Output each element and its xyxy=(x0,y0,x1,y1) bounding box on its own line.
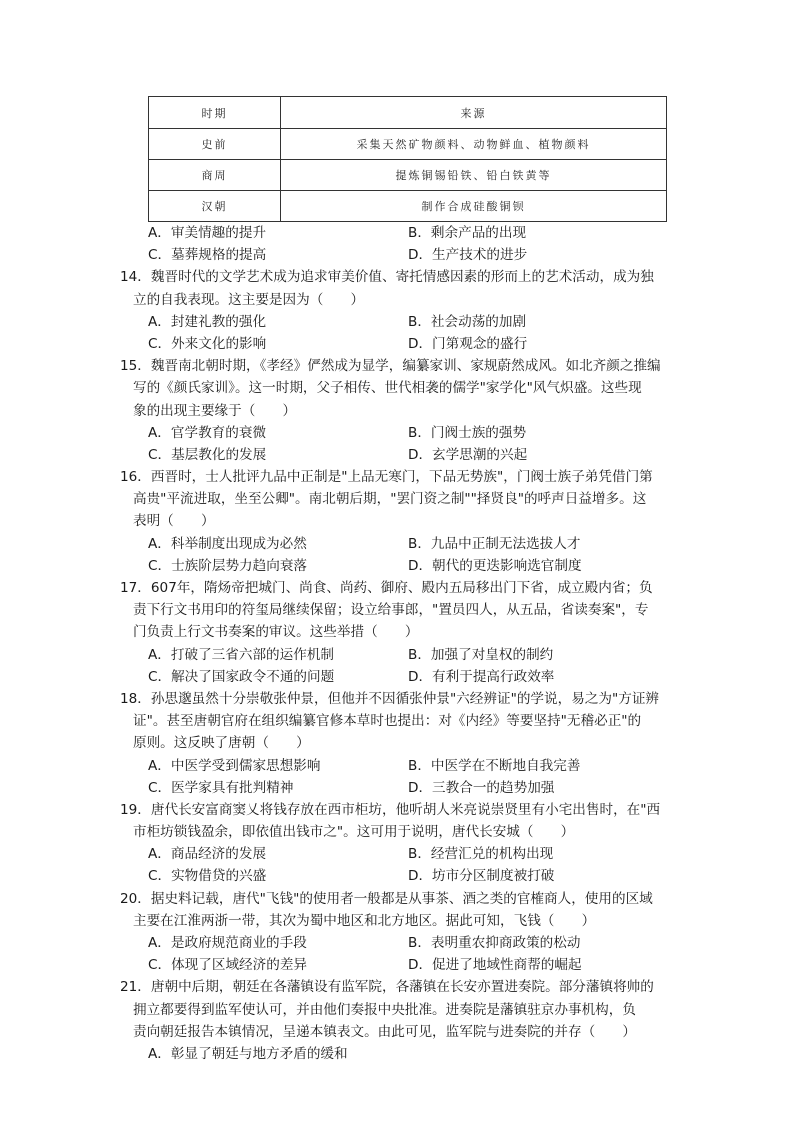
q19-stem-line: 19．唐代长安富商窦乂将钱存放在西市柜坊，他听胡人米亮说崇贤里有小宅出售时，在"西 xyxy=(120,801,661,818)
table-cell-period: 商周 xyxy=(149,160,281,191)
q13-options-row-1 xyxy=(120,222,680,244)
table-cell-source: 制作合成硅酸铜钡 xyxy=(281,191,667,222)
q13-option-d[interactable]: D．生产技术的进步 xyxy=(408,247,528,264)
table-row xyxy=(149,160,667,191)
q14-option-b[interactable]: B．社会动荡的加剧 xyxy=(408,313,527,330)
q14-option-d[interactable]: D．门第观念的盛行 xyxy=(408,335,528,352)
question-list xyxy=(120,222,680,1065)
q13-option-b[interactable]: B．剩余产品的出现 xyxy=(408,225,527,241)
q15-option-c[interactable]: C．基层教化的发展 xyxy=(148,446,267,463)
table-row xyxy=(149,191,667,222)
table-cell-source: 采集天然矿物颜料、动物鲜血、植物颜料 xyxy=(281,129,667,160)
q18-option-b[interactable]: B．中医学在不断地自我完善 xyxy=(408,757,581,774)
q17-option-c[interactable]: C．解决了国家政令不通的问题 xyxy=(148,668,335,685)
q15-option-d[interactable]: D．玄学思潮的兴起 xyxy=(408,446,528,463)
q21-stem-line: 拥立都要得到监军使认可，并由他们奏报中央批准。进奏院是藩镇驻京办事机构，负 xyxy=(133,1001,636,1018)
q17-stem-line: 责下行文书用印的符玺局继续保留；设立给事郎，"置员四人，从五品，省读奏案"，专 xyxy=(133,602,649,619)
q21-stem-line: 21．唐朝中后期，朝廷在各藩镇设有监军院，各藩镇在长安亦置进奏院。部分藩镇将帅的 xyxy=(120,979,654,996)
q17-stem-line: 门负责上行文书奏案的审议。这些举措（ ） xyxy=(133,624,419,641)
q15-option-b[interactable]: B．门阀士族的强势 xyxy=(408,424,527,441)
q15-option-a[interactable]: A．官学教育的衰微 xyxy=(148,424,267,441)
q18-stem-line: 证"。甚至唐朝官府在组织编纂官修本草时也提出：对《内经》等要坚持"无稽必正"的 xyxy=(133,713,642,730)
pigment-source-table xyxy=(148,96,667,222)
q18-options-row-1 xyxy=(120,755,680,777)
q19-option-d[interactable]: D．坊市分区制度被打破 xyxy=(408,868,555,885)
table-row xyxy=(149,129,667,160)
q19-options-row-1 xyxy=(120,843,680,865)
q19-option-c[interactable]: C．实物借贷的兴盛 xyxy=(148,868,267,885)
q16-stem-line: 高贵"平流进取，坐至公卿"。南北朝后期，"罢门资之制""择贤良"的呼声日益增多。这 xyxy=(133,491,647,508)
q13-option-c[interactable]: C．墓葬规格的提高 xyxy=(148,247,267,264)
q19-option-b[interactable]: B．经营汇兑的机构出现 xyxy=(408,846,554,863)
q17-option-a[interactable]: A．打破了三省六部的运作机制 xyxy=(148,646,335,663)
q16-option-b[interactable]: B．九品中正制无法选拔人才 xyxy=(408,535,581,552)
q14-options-row-2 xyxy=(120,333,680,355)
q18-stem-line: 18．孙思邈虽然十分崇敬张仲景，但他并不因循张仲景"六经辨证"的学说，易之为"方证辨 xyxy=(120,690,660,707)
q19-stem-line: 市柜坊锁钱盈余，即依值出钱市之"。这可用于说明，唐代长安城（ ） xyxy=(133,824,575,841)
q16-option-c[interactable]: C．士族阶层势力趋向衰落 xyxy=(148,557,308,574)
q16-stem-line: 16．西晋时，士人批评九品中正制是"上品无寒门，下品无势族"，门阀士族子弟凭借门第 xyxy=(120,469,653,486)
q19-option-a[interactable]: A．商品经济的发展 xyxy=(148,846,267,863)
q15-stem-line: 15．魏晋南北朝时期，《孝经》俨然成为显学，编纂家训、家规蔚然成风。如北齐颜之推编 xyxy=(120,358,661,375)
q13-option-a[interactable]: A．审美情趣的提升 xyxy=(148,225,267,241)
q18-option-a[interactable]: A．中医学受到儒家思想影响 xyxy=(148,757,321,774)
q15-options-row-1 xyxy=(120,422,680,444)
q18-option-d[interactable]: D．三教合一的趋势加强 xyxy=(408,779,555,796)
q16-options-row-1 xyxy=(120,533,680,555)
header-period: 时期 xyxy=(149,97,281,129)
q17-option-d[interactable]: D．有利于提高行政效率 xyxy=(408,668,555,685)
q17-option-b[interactable]: B．加强了对皇权的制约 xyxy=(408,646,554,663)
table-cell-period: 史前 xyxy=(149,129,281,160)
q18-option-c[interactable]: C．医学家具有批判精神 xyxy=(148,779,294,796)
q20-option-d[interactable]: D．促进了地域性商帮的崛起 xyxy=(408,957,582,974)
q20-option-c[interactable]: C．体现了区域经济的差异 xyxy=(148,957,308,974)
q14-option-a[interactable]: A．封建礼教的强化 xyxy=(148,313,267,330)
q15-options-row-2 xyxy=(120,444,680,466)
q21-stem-line: 责向朝廷报告本镇情况，呈递本镇表文。由此可见，监军院与进奏院的并存（ ） xyxy=(133,1023,636,1040)
q16-option-d[interactable]: D．朝代的更迭影响选官制度 xyxy=(408,557,582,574)
q14-stem-line: 立的自我表现。这主要是因为（ ） xyxy=(133,291,365,308)
q18-options-row-2 xyxy=(120,777,680,799)
q20-options-row-1 xyxy=(120,932,680,954)
q20-option-b[interactable]: B．表明重农抑商政策的松动 xyxy=(408,935,581,951)
q19-options-row-2 xyxy=(120,865,680,887)
q14-options-row-1 xyxy=(120,311,680,333)
q20-stem-line: 20．据史料记载，唐代"飞钱"的使用者一般都是从事茶、酒之类的官榷商人，使用的区域 xyxy=(120,890,653,907)
q20-stem-line: 主要在江淮两浙一带，其次为蜀中地区和北方地区。据此可知，飞钱（ ） xyxy=(133,912,596,929)
q21-options-row-1 xyxy=(120,1043,680,1065)
q17-stem-line: 17．607年，隋炀帝把城门、尚食、尚药、御府、殿内五局移出门下省，成立殿内省；负 xyxy=(120,580,653,596)
q16-option-a[interactable]: A．科举制度出现成为必然 xyxy=(148,535,307,552)
q15-stem-line: 写的《颜氏家训》。这一时期，父子相传、世代相袭的儒学"家学化"风气炽盛。这些现 xyxy=(133,380,642,397)
q20-options-row-2 xyxy=(120,954,680,976)
q17-options-row-1 xyxy=(120,644,680,666)
q14-option-c[interactable]: C．外来文化的影响 xyxy=(148,335,267,352)
table-cell-source: 提炼铜锡铅铁、铅白铁黄等 xyxy=(281,160,667,191)
q16-options-row-2 xyxy=(120,555,680,577)
q17-options-row-2 xyxy=(120,666,680,688)
table-cell-period: 汉朝 xyxy=(149,191,281,222)
q16-stem-line: 表明（ ） xyxy=(133,513,215,530)
q20-option-a[interactable]: A．是政府规范商业的手段 xyxy=(148,935,307,951)
q14-stem-line: 14．魏晋时代的文学艺术成为追求审美价值、寄托情感因素的形而上的艺术活动，成为独 xyxy=(120,269,654,286)
q13-options-row-2 xyxy=(120,244,680,266)
q15-stem-line: 象的出现主要缘于（ ） xyxy=(133,402,297,419)
q18-stem-line: 原则。这反映了唐朝（ ） xyxy=(133,735,310,752)
header-source: 来源 xyxy=(281,97,667,129)
q21-option-a[interactable]: A．彰显了朝廷与地方矛盾的缓和 xyxy=(148,1045,348,1062)
table-header-row xyxy=(149,97,667,129)
